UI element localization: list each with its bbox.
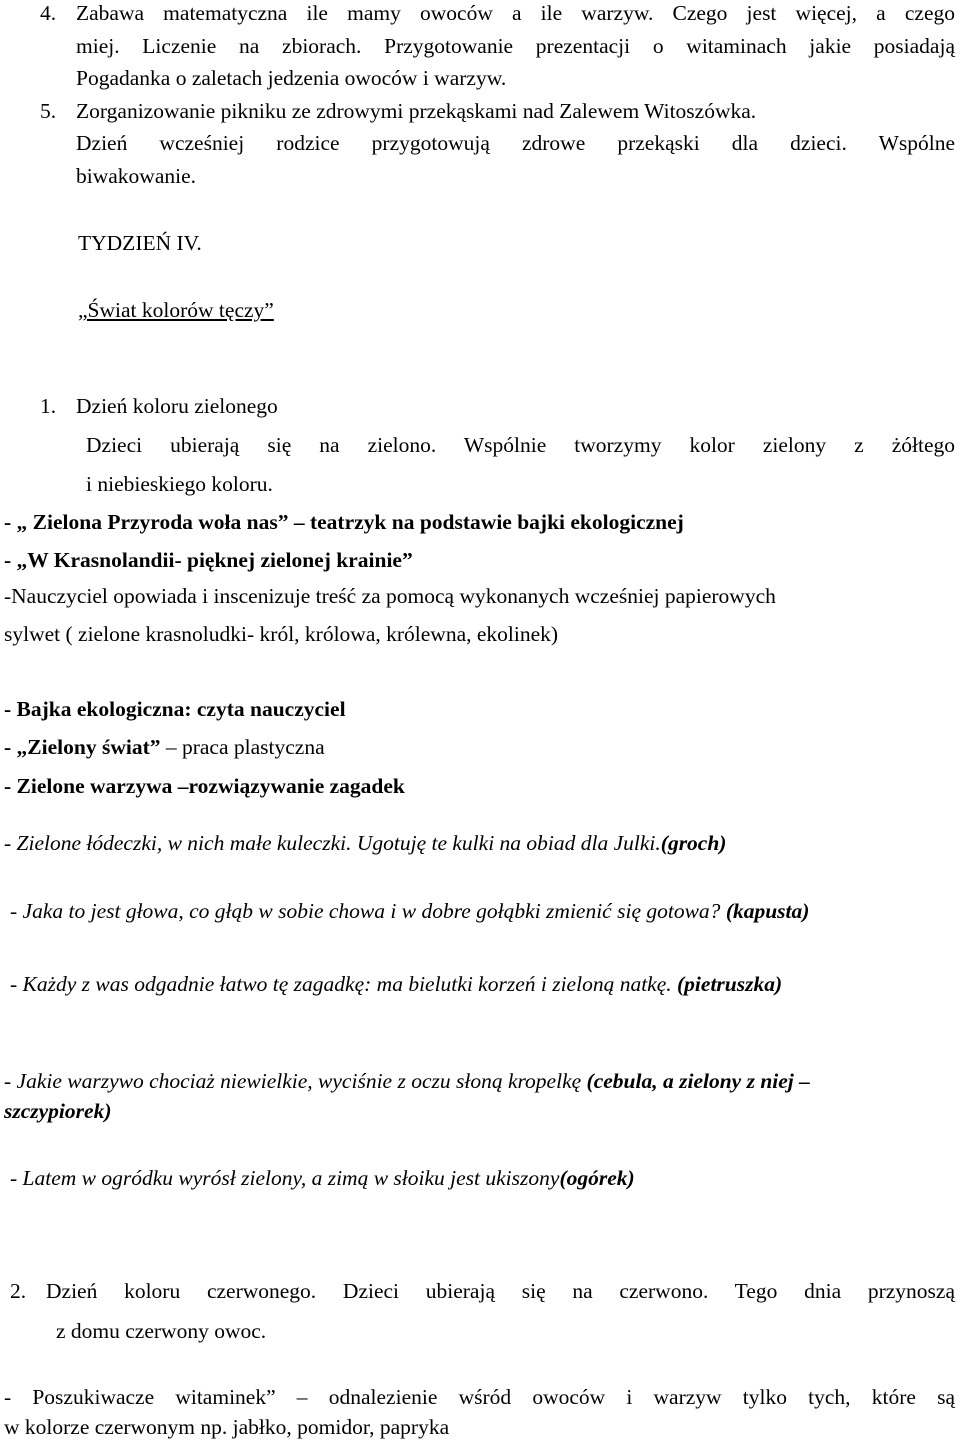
item-number: 4. — [40, 1, 57, 25]
item-4-line-2: miej. Liczenie na zbiorach. Przygotowanie prezentacji o witaminach jakie posiadają — [76, 34, 955, 58]
theater-title: - „ Zielona Przyroda woła nas” – — [4, 510, 305, 534]
riddle-answer: (kapusta) — [725, 899, 810, 923]
riddle-4-answer-cont: szczypiorek) — [4, 1099, 112, 1123]
week-theme: „Świat kolorów tęczy” — [78, 298, 274, 322]
riddle-text: - Latem w ogródku wyrósł zielony, a zimą w słoiku jest ukiszony — [10, 1166, 560, 1190]
vitamins-line-2: w kolorze czerwonym np. jabłko, pomidor, papryka — [4, 1415, 450, 1439]
day-1-desc-line-1: Dzieci ubierają się na zielono. Wspólnie tworzymy kolor zielony z żółtego — [86, 433, 955, 457]
teacher-line-1: -Nauczyciel opowiada i inscenizuje treść za pomocą wykonanych wcześniej papierowych — [4, 584, 776, 608]
riddle-text: - Jakie warzywo chociaż niewielkie, wyciśnie z oczu słoną kropelkę — [4, 1069, 582, 1093]
day-1-heading — [40, 392, 278, 421]
riddle-answer: (cebula, a zielony z niej – — [586, 1069, 810, 1093]
riddle-5 — [10, 1164, 635, 1193]
item-5-line-3: biwakowanie. — [76, 164, 197, 188]
day-2-text: Dzień koloru czerwonego. Dzieci ubierają się na czerwono. Tego dnia przynoszą — [46, 1279, 955, 1303]
day-1-desc-line-2: i niebieskiego koloru. — [86, 472, 273, 496]
riddle-text: - Zielone łódeczki, w nich małe kuleczki. Ugotuję te kulki na obiad dla Julki. — [4, 831, 661, 855]
riddle-answer: (ogórek) — [559, 1166, 635, 1190]
theater-line — [4, 508, 684, 537]
riddle-1 — [4, 829, 726, 858]
day-2-line-2: z domu czerwony owoc. — [56, 1319, 267, 1343]
riddle-text: - Jaka to jest głowa, co głąb w sobie chowa i w dobre gołąbki zmienić się gotowa? — [10, 899, 721, 923]
riddle-answer: (groch) — [660, 831, 727, 855]
item-4-line-3: Pogadanka o zaletach jedzenia owoców i warzyw. — [76, 66, 507, 90]
item-number: 5. — [40, 99, 57, 123]
green-vegetables-line — [4, 772, 405, 801]
green-world-title: - „Zielony świat” — [4, 735, 161, 759]
item-text: Zabawa matematyczna ile mamy owoców a ile warzyw. Czego jest więcej, a czego — [76, 1, 955, 25]
green-vegetables-title: - Zielone warzywa — [4, 774, 173, 798]
item-5-line-2: Dzień wcześniej rodzice przygotowują zdrowe przekąski dla dzieci. Wspólne — [76, 131, 955, 155]
green-world-desc: – praca plastyczna — [165, 735, 325, 759]
theater-desc: teatrzyk na podstawie bajki ekologicznej — [309, 510, 684, 534]
day-title: Dzień koloru zielonego — [76, 394, 278, 418]
item-text: Zorganizowanie pikniku ze zdrowymi przekąskami nad Zalewem Witoszówka. — [76, 99, 757, 123]
riddle-answer: (pietruszka) — [677, 972, 783, 996]
riddle-text: - Każdy z was odgadnie łatwo tę zagadkę: ma bielutki korzeń i zieloną natkę. — [10, 972, 672, 996]
item-4-line-1 — [40, 0, 955, 28]
green-world-line — [4, 733, 325, 762]
day-number: 1. — [40, 394, 57, 418]
riddle-2 — [10, 897, 809, 926]
vitamins-line-1: - Poszukiwacze witaminek” – odnalezienie wśród owoców i warzyw tylko tych, które są — [4, 1385, 955, 1409]
riddle-4 — [4, 1067, 810, 1096]
teacher-line-2: sylwet ( zielone krasnoludki- król, królowa, królewna, ekolinek) — [4, 622, 559, 646]
krasnolandia-line: - „W Krasnolandii- pięknej zielonej krainie” — [4, 548, 413, 572]
item-5-line-1 — [40, 97, 756, 126]
fairy-tale-line: - Bajka ekologiczna: czyta nauczyciel — [4, 697, 346, 721]
day-number: 2. — [10, 1279, 27, 1303]
riddle-3 — [10, 970, 782, 999]
week-heading: TYDZIEŃ IV. — [78, 231, 202, 255]
green-vegetables-desc: –rozwiązywanie zagadek — [177, 774, 405, 798]
day-2-line-1 — [10, 1277, 955, 1306]
